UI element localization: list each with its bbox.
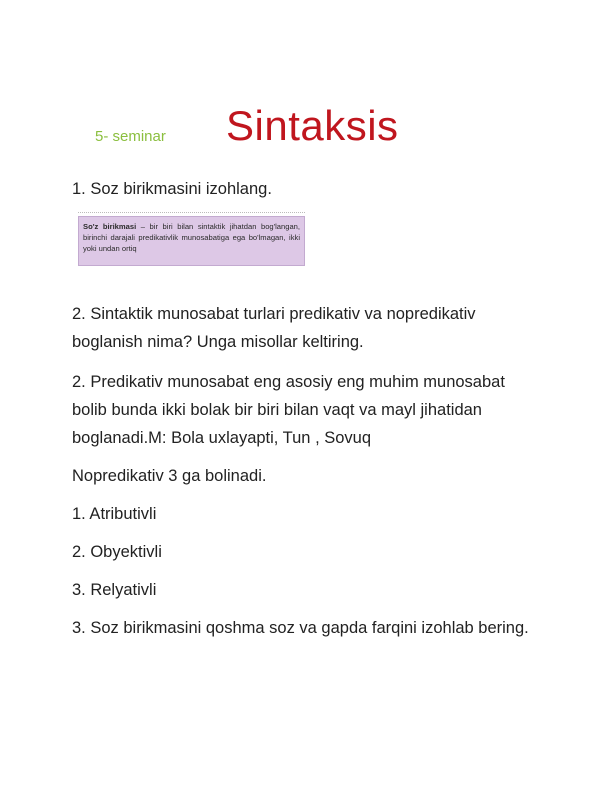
answer-2-subtitle: Nopredikativ 3 ga bolinadi. — [72, 467, 267, 485]
excerpt-definition: – bir biri bilan sintaktik jihatdan bog'langan, birinchi darajali predikativlik munosabatiga ega bo'lmagan, ikki yoki undan ortiq — [83, 222, 301, 253]
question-1: 1. Soz birikmasini izohlang. — [72, 180, 272, 198]
excerpt-term: So'z birikmasi — [83, 222, 137, 231]
seminar-label: 5- seminar — [95, 128, 166, 145]
list-item: 2. Obyektivli — [72, 543, 162, 561]
list-item: 1. Atributivli — [72, 505, 157, 523]
question-3: 3. Soz birikmasini qoshma soz va gapda farqini izohlab bering. — [72, 619, 529, 637]
textbook-excerpt-image — [78, 216, 305, 266]
list-item: 3. Relyativli — [72, 581, 157, 599]
answer-2: 2. Predikativ munosabat eng asosiy eng muhim munosabat bolib bunda ikki bolak bir biri bilan vaqt va mayl jihatidan boglanadi.M: Bola uxlayapti, Tun , Sovuq — [72, 373, 505, 447]
question-2: 2. Sintaktik munosabat turlari predikativ va nopredikativ boglanish nima? Unga misollar keltiring. — [72, 305, 476, 351]
page-title: Sintaksis — [226, 102, 399, 149]
